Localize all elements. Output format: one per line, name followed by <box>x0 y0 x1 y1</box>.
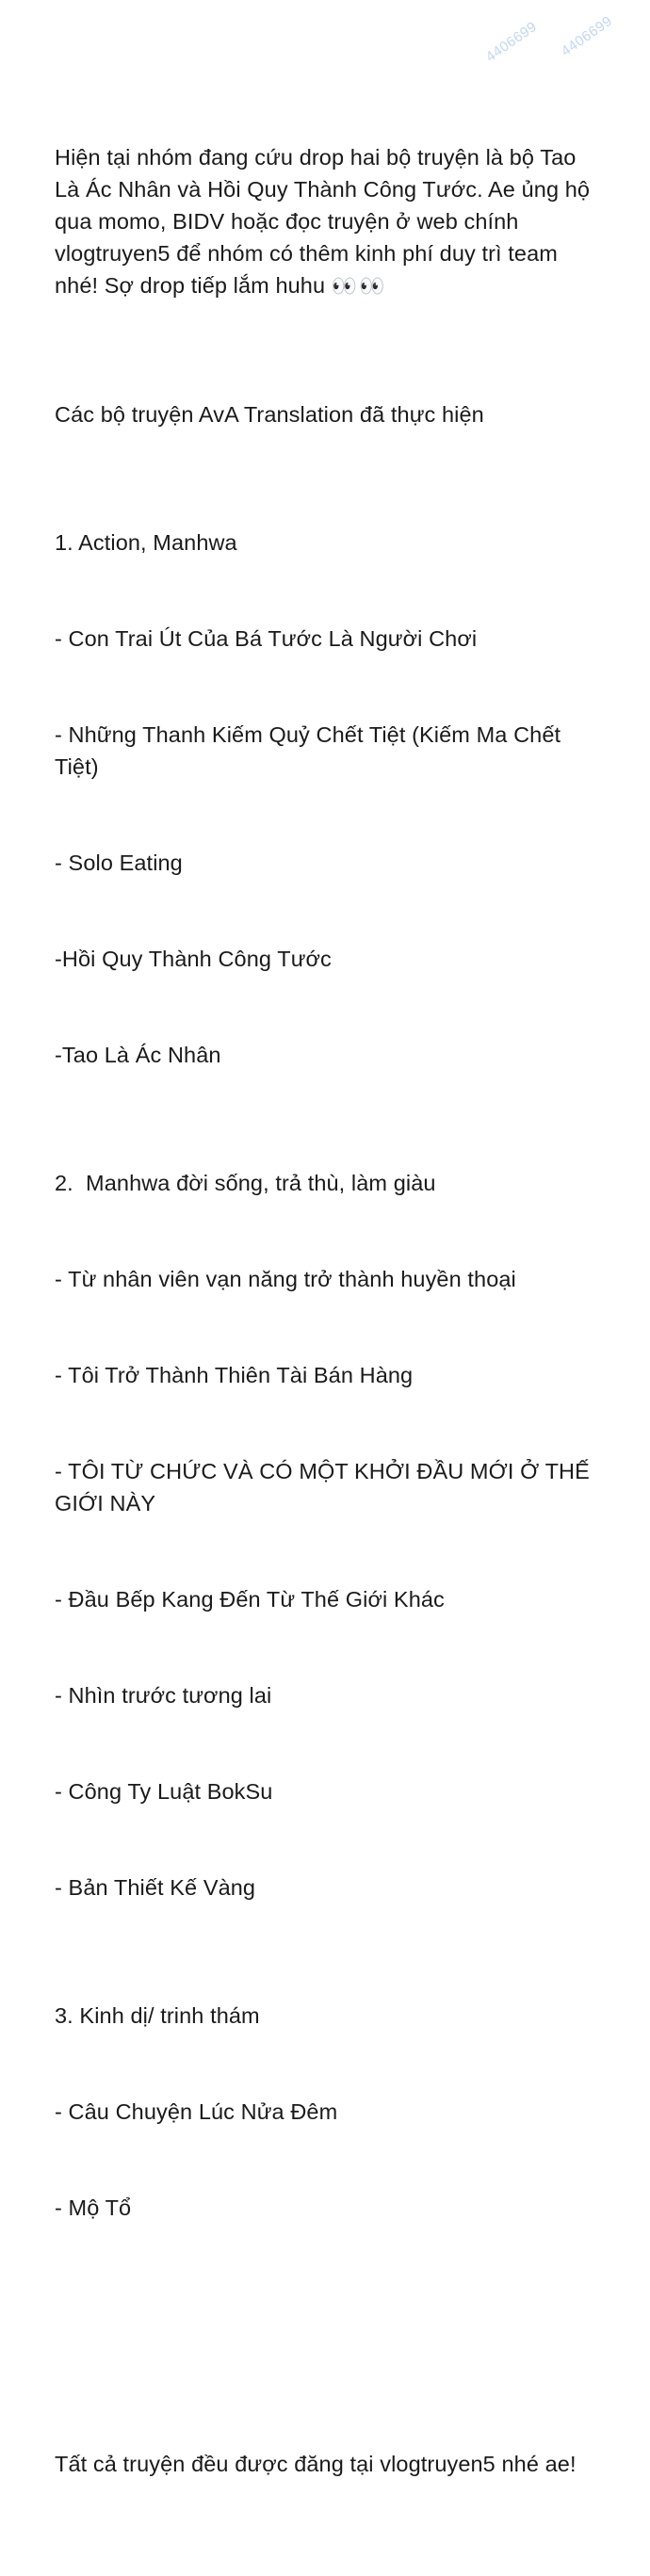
list-item: - Công Ty Luật BokSu <box>55 1779 273 1804</box>
document-body <box>55 45 595 2576</box>
section-title-2: 2. Manhwa đời sống, trả thù, làm giàu <box>55 1171 436 1195</box>
list-item: - Những Thanh Kiếm Quỷ Chết Tiệt (Kiếm Ma Chết Tiệt) <box>55 722 567 779</box>
watermark-2: 4406699 <box>558 12 616 60</box>
list-item: - Câu Chuyện Lúc Nửa Đêm <box>55 2099 338 2124</box>
intro-paragraph <box>55 141 595 302</box>
eyes-emoji: 👀👀 <box>331 274 387 298</box>
section-title-1: 1. Action, Manhwa <box>55 530 237 555</box>
list-heading: Các bộ truyện AvA Translation đã thực hiện <box>55 402 484 427</box>
watermark-1: 4406699 <box>482 18 541 66</box>
list-item: - Từ nhân viên vạn năng trở thành huyền thoại <box>55 1267 516 1291</box>
list-item: - Đầu Bếp Kang Đến Từ Thế Giới Khác <box>55 1587 445 1612</box>
list-item: - Con Trai Út Của Bá Tước Là Người Chơi <box>55 626 478 651</box>
section-title-3: 3. Kinh dị/ trinh thám <box>55 2003 260 2028</box>
list-item: - TÔI TỪ CHỨC VÀ CÓ MỘT KHỞI ĐẦU MỚI Ở THẾ GIỚI NÀY <box>55 1459 596 1515</box>
list-item: - Tôi Trở Thành Thiên Tài Bán Hàng <box>55 1363 414 1387</box>
paragraph-spacer <box>55 2320 595 2352</box>
list-item: -Hồi Quy Thành Công Tước <box>55 947 332 971</box>
list-item: -Tao Là Ác Nhân <box>55 1043 221 1067</box>
list-item: - Mộ Tổ <box>55 2195 132 2220</box>
list-item: - Bản Thiết Kế Vàng <box>55 1875 256 1900</box>
intro-text: Hiện tại nhóm đang cứu drop hai bộ truyện là bộ Tao Là Ác Nhân và Hồi Quy Thành Công Tước. Ae ủng hộ qua momo, BIDV hoặc đọc truyện ở web chính vlogtruyen5 để nhóm có thêm kinh phí duy trì team nhé! Sợ drop tiếp lắm huhu <box>55 145 596 298</box>
footer-paragraph: Tất cả truyện đều được đăng tại vlogtruyen5 nhé ae! <box>55 2452 577 2476</box>
list-item: - Solo Eating <box>55 851 183 875</box>
list-item: - Nhìn trước tương lai <box>55 1683 272 1708</box>
